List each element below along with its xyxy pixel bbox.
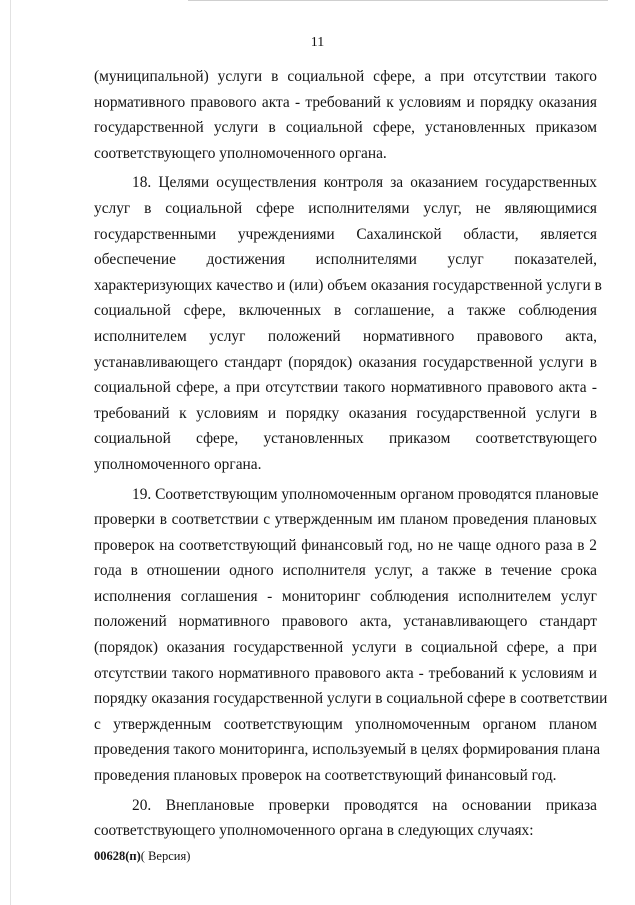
text-line: положений нормативного правового акта, устанавливающего стандарт [94, 613, 597, 631]
scan-top-edge [188, 0, 608, 1]
text-line: (муниципальной) услуги в социальной сфере, а при отсутствии такого [94, 68, 597, 85]
document-code-number: 00628(п) [94, 849, 141, 863]
text-line: социальной сфере, установленных приказом соответствующего [94, 430, 597, 448]
text-line: нормативного правового акта - требований к условиям и порядку оказания [94, 93, 597, 111]
text-line: с утвержденным соответствующим уполномоченным органом планом [94, 715, 597, 733]
text-line: социальной сфере, включенных в соглашение, а также соблюдения [94, 302, 597, 320]
text-line: социальной сфере, а при отсутствии такого нормативного правового акта - [94, 379, 597, 397]
text-line: исполнителем услуг положений нормативного правового акта, [94, 327, 597, 345]
text-line: 20. Внеплановые проверки проводятся на основании приказа [132, 796, 597, 814]
text-line: проверки в соответствии с утвержденным им планом проведения плановых [94, 511, 597, 529]
text-line: проведения плановых проверок на соответствующий финансовый год. [94, 767, 557, 785]
text-line: проверок на соответствующий финансовый год, но не чаще одного раза в 2 [94, 536, 597, 554]
text-line: обеспечение достижения исполнителями услуг показателей, [94, 251, 597, 269]
text-line: исполнения соглашения - мониторинг соблюдения исполнителем услуг [94, 587, 597, 605]
text-line: 19. Соответствующим уполномоченным органом проводятся плановые [132, 485, 599, 503]
scan-left-edge [10, 0, 11, 905]
paragraph-18 [94, 170, 602, 477]
text-line: проведения такого мониторинга, используемый в целях формирования плана [94, 741, 601, 759]
paragraph-17-tail [94, 64, 597, 166]
text-line: (порядок) оказания государственной услуги в социальной сфере, а при [94, 639, 597, 657]
text-line: характеризующих качество и (или) объем оказания государственной услуги в [94, 276, 602, 294]
text-line: устанавливающего стандарт (порядок) оказания государственной услуги в [94, 353, 597, 371]
text-line: года в отношении одного исполнителя услуг, а также в течение срока [94, 562, 597, 580]
text-line: 18. Целями осуществления контроля за оказанием государственных [132, 174, 597, 192]
text-line: соответствующего уполномоченного органа. [94, 144, 387, 162]
document-body [94, 64, 608, 844]
document-code [94, 848, 190, 864]
document-version: ( Версия) [140, 849, 191, 863]
text-line: уполномоченного органа. [94, 455, 262, 473]
paragraph-20 [94, 793, 597, 844]
page-number: 11 [310, 35, 325, 50]
text-line: требований к условиям и порядку оказания государственной услуги в [94, 404, 597, 422]
text-line: отсутствии такого нормативного правового акта - требований к условиям и [94, 664, 597, 682]
text-line: соответствующего уполномоченного органа в следующих случаях: [94, 822, 534, 840]
paragraph-19 [94, 482, 608, 789]
text-line: государственной услуги в социальной сфере, установленных приказом [94, 119, 597, 137]
text-line: услуг в социальной сфере исполнителями услуг, не являющимися [94, 199, 597, 217]
text-line: государственными учреждениями Сахалинской области, является [94, 225, 597, 243]
text-line: порядку оказания государственной услуги в социальной сфере в соответствии [94, 690, 608, 708]
